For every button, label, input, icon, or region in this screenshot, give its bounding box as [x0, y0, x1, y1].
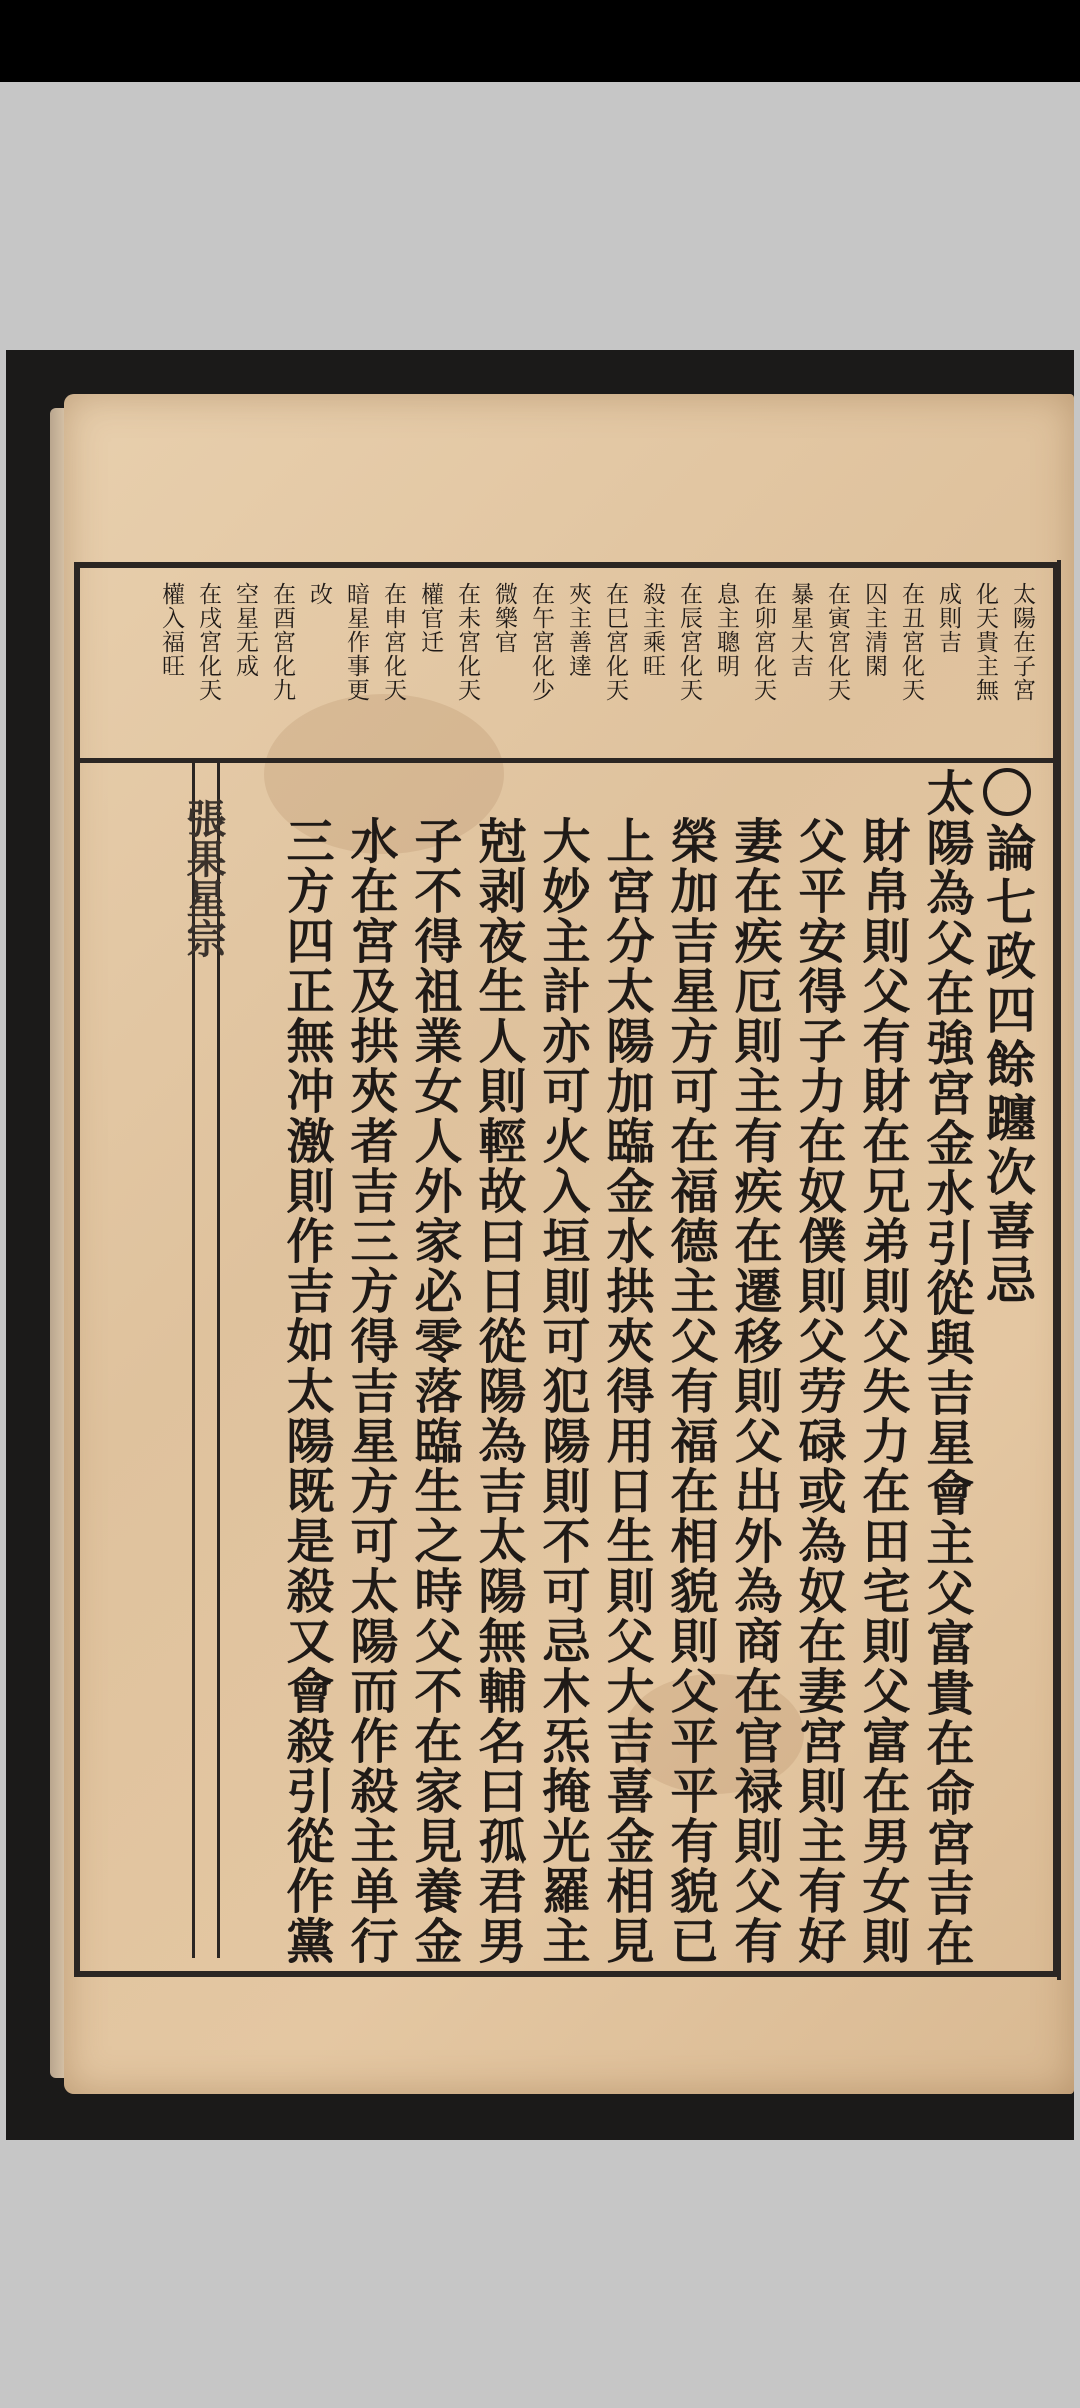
- text-column: 榮加吉星方可在福德主父有福在相貌則父平平有貌已: [662, 816, 718, 1966]
- text-column: 上宮分太陽加臨金水拱夾得用日生則父大吉喜金相見: [598, 816, 654, 1966]
- book-page: [64, 394, 1074, 2094]
- text-frame: [74, 562, 1059, 1977]
- text-column: 三方四正無冲激則作吉如太陽既是殺又會殺引從作黨: [278, 816, 334, 1966]
- note-column: 在戌宮化天: [195, 582, 221, 702]
- note-column: 殺主乘旺: [639, 582, 665, 678]
- note-column: 權入福旺: [158, 582, 184, 678]
- scanned-page-viewer: [6, 350, 1074, 2140]
- note-column: 改: [306, 582, 332, 606]
- note-column: 成則吉: [935, 582, 961, 654]
- note-column: 在卯宮化天: [750, 582, 776, 702]
- note-column: 在辰宮化天: [676, 582, 702, 702]
- note-column: 權官迁: [417, 582, 443, 654]
- note-column: 夾主善達: [565, 582, 591, 678]
- note-column: 在寅宮化天: [824, 582, 850, 702]
- section-title: [978, 768, 1037, 1308]
- note-column: 在丑宮化天: [898, 582, 924, 702]
- note-column: 在午宮化少: [528, 582, 554, 702]
- note-column: 暗星作事更: [343, 582, 369, 702]
- text-column: 財帛則父有財在兄弟則父失力在田宅則父富在男女則: [854, 816, 910, 1966]
- note-column: 微樂官: [491, 582, 517, 654]
- text-column: 大妙主計亦可火入垣則可犯陽則不可忌木炁掩光羅主: [534, 816, 590, 1966]
- title-text: 論七政四餘躔次喜忌: [978, 822, 1037, 1308]
- status-bar: [0, 0, 1080, 82]
- text-column: 尅剥夜生人則輕故曰日從陽為吉太陽無輔名曰孤君男: [470, 816, 526, 1966]
- text-column: 妻在疾厄則主有疾在遷移則父出外為商在官禄則父有: [726, 816, 782, 1966]
- note-column: 囚主清閑: [861, 582, 887, 678]
- circle-mark-icon: [983, 768, 1031, 816]
- text-column: 水在宮及拱夾者吉三方得吉星方可太陽而作殺主单行: [342, 816, 398, 1966]
- note-column: 在未宮化天: [454, 582, 480, 702]
- text-column: 父平安得子力在奴僕則父劳碌或為奴在妻宮則主有好: [790, 816, 846, 1966]
- text-column: 子不得祖業女人外家必零落臨生之時父不在家見養金: [406, 816, 462, 1966]
- note-column: 在申宮化天: [380, 582, 406, 702]
- note-column: 太陽在子宮: [1009, 582, 1035, 702]
- note-column: 暴星大吉: [787, 582, 813, 678]
- note-column: 在巳宮化天: [602, 582, 628, 702]
- note-column: 化天貴主無: [972, 582, 998, 702]
- frame-right-rule: [1057, 560, 1074, 1980]
- gutter: [180, 758, 227, 1958]
- gutter-label: 張果星宗: [180, 798, 227, 958]
- note-column: 空星无成: [232, 582, 258, 678]
- note-column: 息主聰明: [713, 582, 739, 678]
- note-column: 在酉宮化九: [269, 582, 295, 702]
- text-column: 太陽為父在強宮金水引從與吉星會主父富貴在命宮吉在: [918, 768, 974, 1968]
